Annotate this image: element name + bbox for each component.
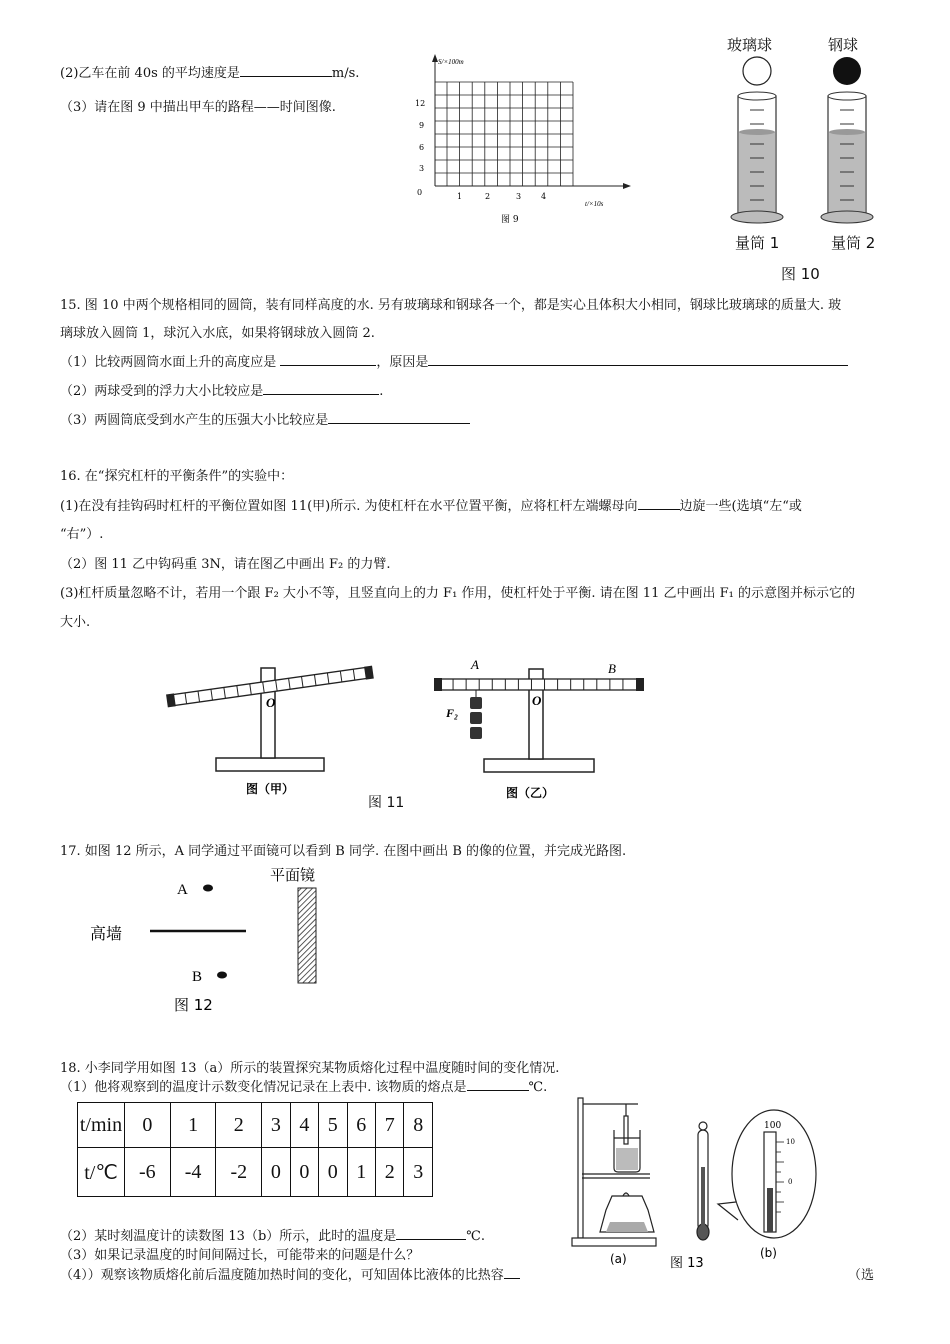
table-header-cell: t/min: [78, 1103, 125, 1148]
q15-part2: （2）两球受到的浮力大小比较应是 .: [60, 384, 384, 399]
table-cell: -6: [125, 1148, 171, 1197]
fig11-caption: 图 11: [368, 795, 405, 811]
q16-part2: （2）图 11 乙中钩码重 3N，请在图乙中画出 F₂ 的力臂.: [60, 557, 391, 572]
q16-part3-cont: 大小.: [60, 615, 91, 630]
steel-ball: [833, 57, 861, 85]
q16-part1-cont: “右”）.: [60, 527, 104, 542]
fig9-graph[interactable]: [405, 52, 635, 242]
point-a-label: A: [177, 882, 188, 898]
table-header-cell: t/℃: [78, 1148, 125, 1197]
answer-blank[interactable]: [263, 382, 379, 395]
y-tick: 12: [415, 99, 426, 108]
table-cell: 5: [319, 1103, 347, 1148]
table-cell: 0: [290, 1148, 318, 1197]
temperature-table: [77, 1102, 433, 1197]
wall-label: 高墙: [90, 924, 123, 943]
table-cell: 3: [262, 1103, 290, 1148]
answer-blank[interactable]: [467, 1078, 529, 1091]
table-cell: -4: [170, 1148, 216, 1197]
point-b-label: B: [192, 969, 203, 985]
thermometer-0-label: 0: [788, 1178, 793, 1186]
table-cell: 2: [216, 1103, 262, 1148]
thermometer-10-label: 10: [786, 1138, 795, 1146]
x-tick: 3: [516, 192, 522, 201]
table-cell: 3: [404, 1148, 433, 1197]
mirror-label: 平面镜: [270, 866, 316, 884]
q16-part1: (1)在没有挂钩码时杠杆的平衡位置如图 11(甲)所示. 为使杠杆在水平位置平衡，应将杠杆左端螺母向 边旋一些(选填“左“或: [60, 499, 802, 514]
table-cell: 6: [347, 1103, 375, 1148]
answer-blank[interactable]: [240, 64, 332, 77]
person-a-dot: [203, 885, 213, 892]
q18-part4-tail: （选: [848, 1268, 875, 1283]
table-cell: 0: [319, 1148, 347, 1197]
fig11-jia-caption: 图（甲）: [246, 782, 295, 796]
answer-blank[interactable]: [504, 1266, 520, 1279]
table-cell: 8: [404, 1103, 433, 1148]
table-cell: 2: [375, 1148, 403, 1197]
fig11-yi-caption: 图（乙）: [506, 786, 555, 800]
person-b-dot: [217, 972, 227, 979]
fig13-apparatus: [570, 1092, 870, 1272]
table-cell: 7: [375, 1103, 403, 1148]
q17-stem: 17. 如图 12 所示，A 同学通过平面镜可以看到 B 同学. 在图中画出 B 的像的位置，并完成光路图.: [60, 844, 627, 859]
fig9-caption: 图 9: [501, 215, 519, 225]
table-cell: 1: [170, 1103, 216, 1148]
thermometer-100-label: 100: [764, 1121, 782, 1131]
fig13-caption: 图 13: [670, 1256, 704, 1271]
origin-label: 0: [417, 188, 423, 197]
y-axis-label: S/×100m: [438, 58, 464, 66]
answer-blank[interactable]: [328, 411, 470, 424]
y-tick: 9: [419, 121, 425, 130]
glass-ball: [743, 57, 771, 85]
label-cylinder-1: 量筒 1: [735, 234, 780, 252]
table-row: [78, 1103, 433, 1148]
table-cell: 1: [347, 1148, 375, 1197]
q18-part2: （2）某时刻温度计的读数图 13（b）所示，此时的温度是 ℃.: [60, 1229, 485, 1244]
q18-part3: （3）如果记录温度的时间间隔过长，可能带来的问题是什么？: [60, 1248, 420, 1263]
answer-blank[interactable]: [638, 497, 680, 510]
answer-blank[interactable]: [396, 1227, 466, 1240]
table-cell: 0: [125, 1103, 171, 1148]
fig11-yi[interactable]: [428, 655, 648, 805]
q18-part4: （4））观察该物质熔化前后温度随加热时间的变化，可知固体比液体的比热容: [60, 1264, 520, 1283]
label-steel-ball: 钢球: [828, 36, 859, 54]
q15-part1: （1）比较两圆筒水面上升的高度应是 ，原因是: [60, 351, 848, 370]
cylinder-2: [821, 92, 873, 223]
table-cell: -2: [216, 1148, 262, 1197]
x-tick: 2: [485, 192, 491, 201]
q14-line3: （3）请在图 9 中描出甲车的路程——时间图像.: [60, 100, 336, 115]
q18-stem: 18. 小李同学用如图 13（a）所示的装置探究某物质熔化过程中温度随时间的变化情况.: [60, 1061, 560, 1076]
table-cell: 4: [290, 1103, 318, 1148]
q15-part3: （3）两圆筒底受到水产生的压强大小比较应是: [60, 409, 470, 428]
fig13a-caption: (a): [610, 1252, 627, 1266]
fig10-caption: 图 10: [781, 265, 820, 283]
pivot-label-o: O: [532, 693, 542, 708]
q14-line2: (2)乙车在前 40s 的平均速度是 m/s.: [60, 66, 360, 81]
fig10-cylinders: [720, 52, 890, 232]
table-cell: 0: [262, 1148, 290, 1197]
q15-stem-line2: 璃球放入圆筒 1，球沉入水底，如果将钢球放入圆筒 2.: [60, 326, 375, 341]
point-b-label: B: [608, 661, 616, 676]
fig12-caption: 图 12: [174, 996, 213, 1014]
force-f2-label: F₂: [446, 706, 459, 720]
cylinder-1: [731, 92, 783, 223]
answer-blank[interactable]: [428, 353, 848, 366]
x-tick: 1: [457, 192, 463, 201]
table-row: [78, 1148, 433, 1197]
y-tick: 3: [419, 164, 425, 173]
fig11-jia[interactable]: [160, 660, 390, 800]
x-tick: 4: [541, 192, 547, 201]
label-glass-ball: 玻璃球: [727, 36, 773, 54]
fig13b-caption: (b): [760, 1246, 777, 1260]
label-cylinder-2: 量筒 2: [831, 234, 876, 252]
q15-stem-line1: 15. 图 10 中两个规格相同的圆筒，装有同样高度的水. 另有玻璃球和钢球各一个，都是实心且体积大小相同，钢球比玻璃球的质量大. 玻: [60, 298, 842, 313]
fig12-mirror[interactable]: [80, 860, 360, 1020]
answer-blank[interactable]: [280, 353, 376, 366]
q18-part1: （1）他将观察到的温度计示数变化情况记录在上表中. 该物质的熔点是 ℃.: [60, 1080, 548, 1095]
pivot-label-o: O: [266, 695, 276, 710]
q16-stem: 16. 在“探究杠杆的平衡条件”的实验中：: [60, 469, 294, 484]
q16-part3: (3)杠杆质量忽略不计，若用一个跟 F₂ 大小不等，且竖直向上的力 F₁ 作用，使杠杆处于平衡. 请在图 11 乙中画出 F₁ 的示意图并标示它的: [60, 586, 855, 601]
x-axis-label: t/×10s: [585, 200, 604, 208]
y-tick: 6: [419, 143, 425, 152]
point-a-label: A: [471, 657, 479, 672]
